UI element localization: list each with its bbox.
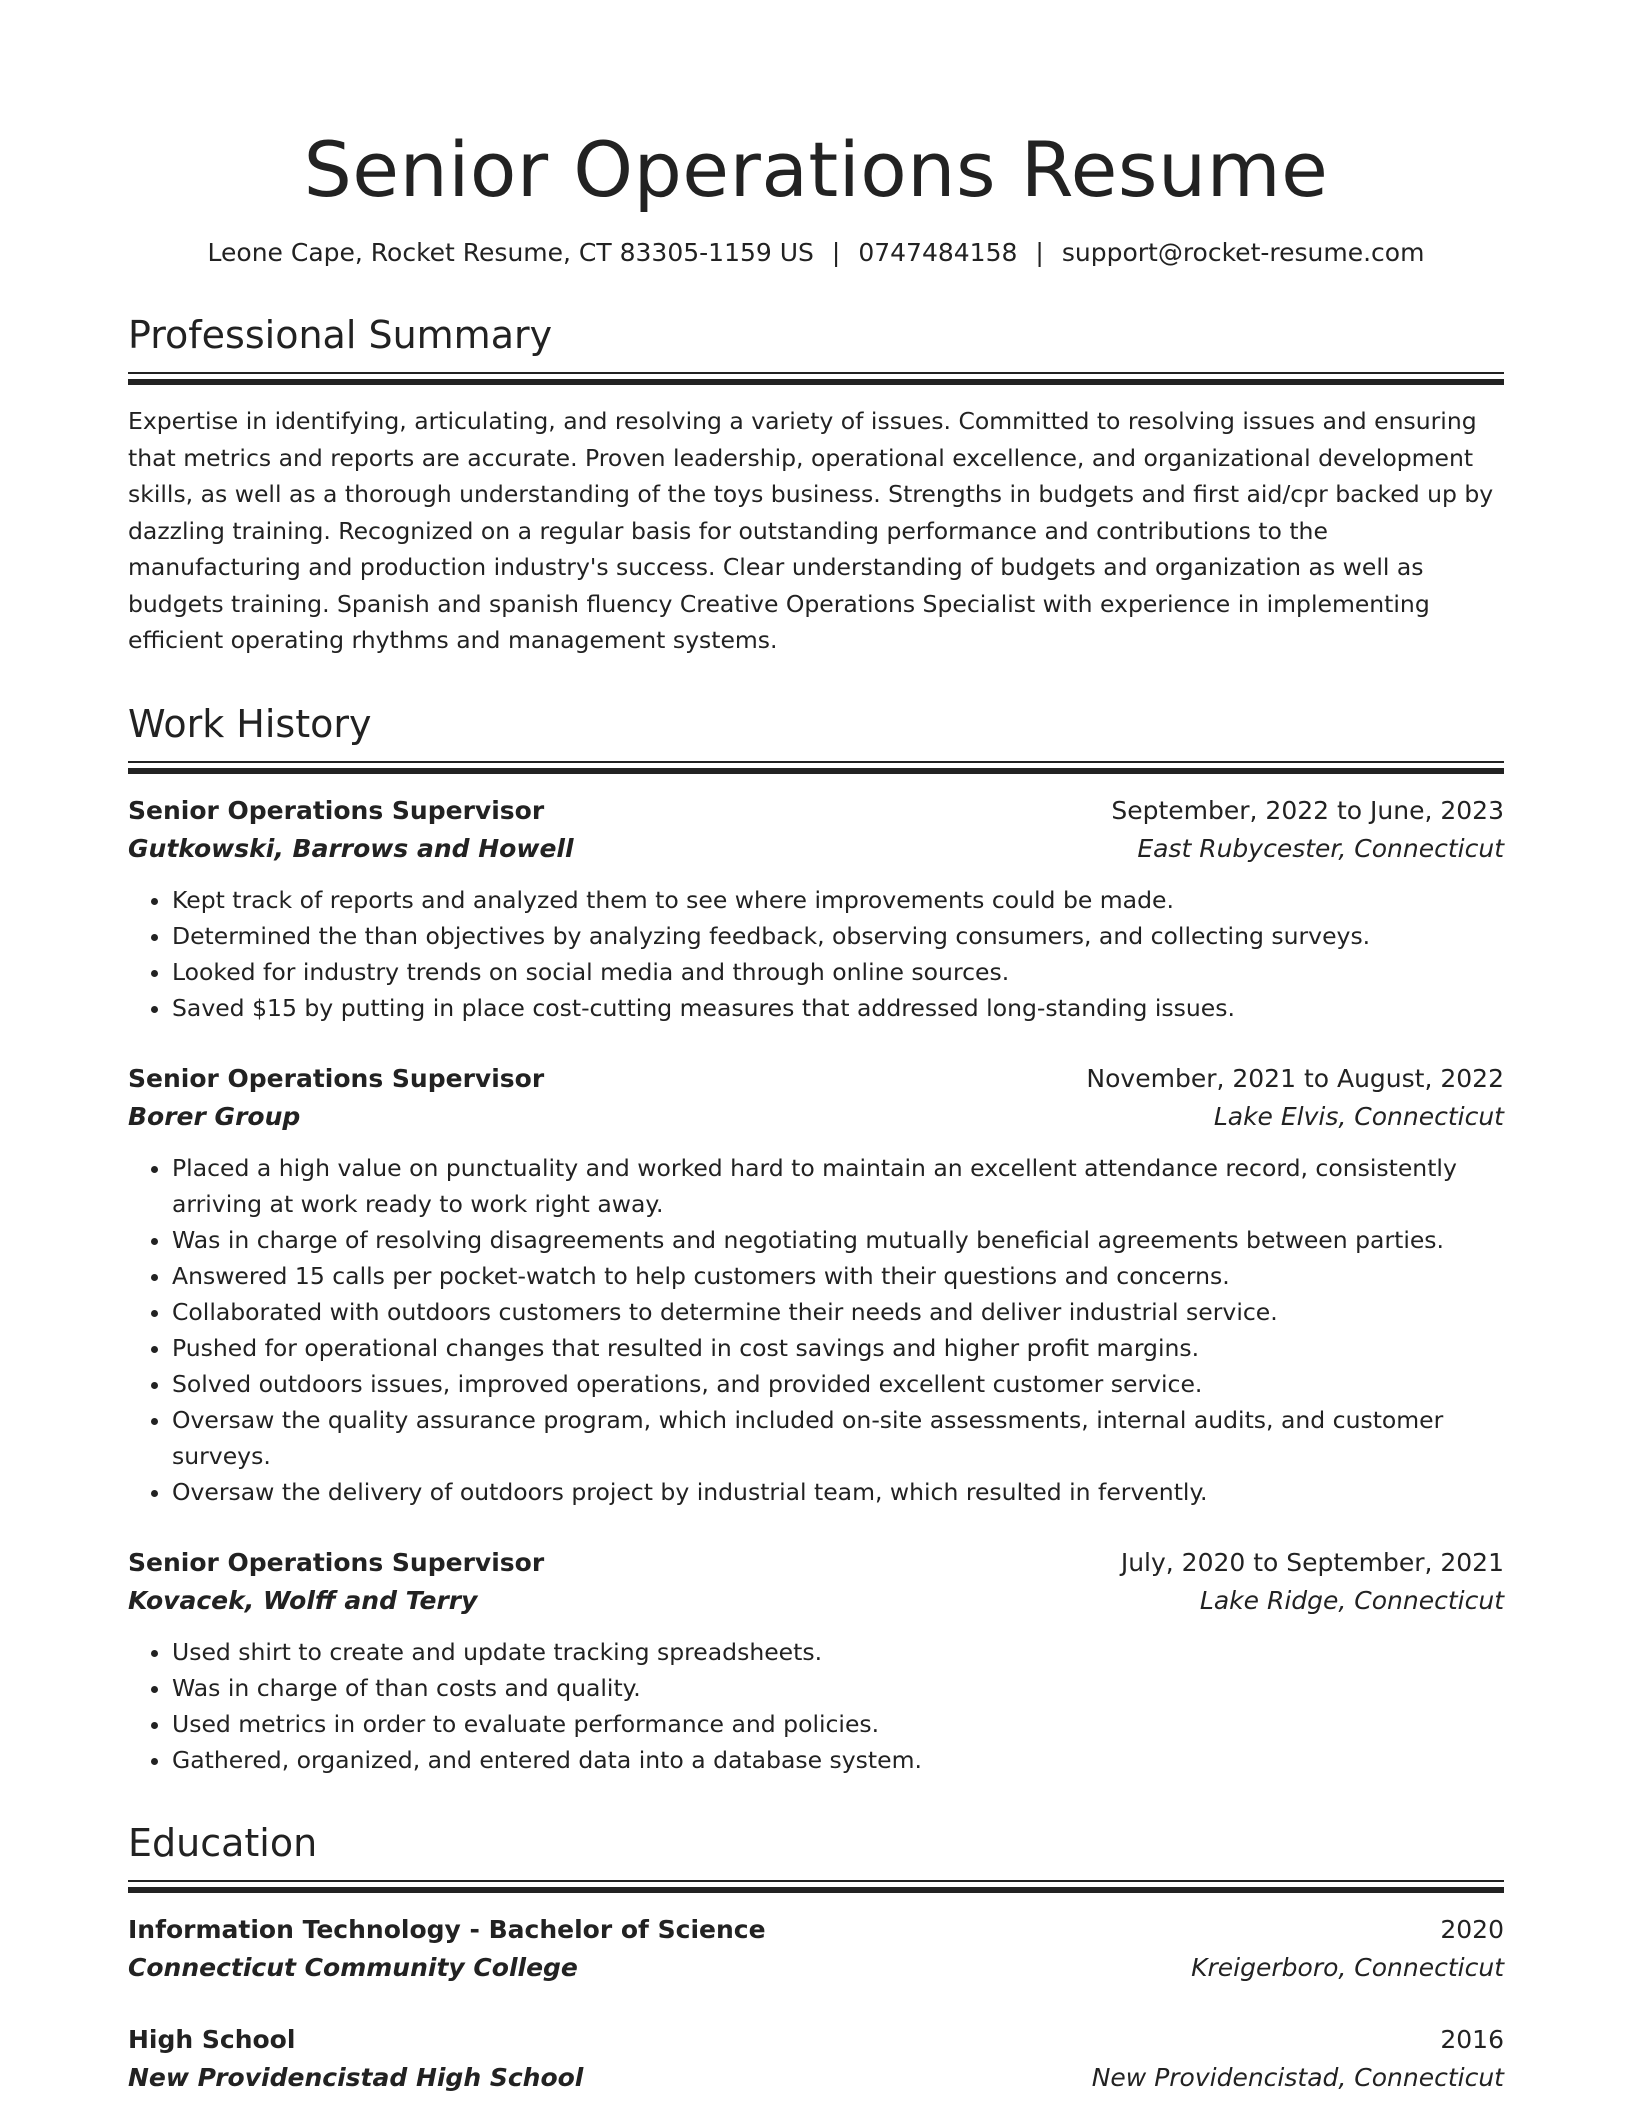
contact-line — [128, 236, 1504, 270]
job-header-row — [128, 792, 1504, 830]
list-item: • Oversaw the quality assurance program, which included on-site assessments, internal audits, and customer surveys. — [172, 1402, 1504, 1474]
section-divider — [128, 761, 1504, 763]
section-divider-thick — [128, 379, 1504, 385]
job-bullet-list — [128, 882, 1504, 1026]
job-location: East Rubycester, Connecticut — [1137, 833, 1504, 863]
section-heading-education: Education — [128, 1820, 318, 1865]
contact-email: support@rocket-resume.com — [1061, 238, 1425, 267]
job-header-row — [128, 1060, 1504, 1098]
job-header-row — [128, 1544, 1504, 1582]
job-company-row — [128, 1098, 1504, 1136]
contact-address: Leone Cape, Rocket Resume, CT 83305-1159 US — [207, 238, 814, 267]
section-divider-thick — [128, 1887, 1504, 1893]
list-item: • Was in charge of resolving disagreements and negotiating mutually beneficial agreements between parties. — [172, 1222, 1504, 1258]
education-school-row — [128, 2059, 1504, 2097]
job-location: Lake Elvis, Connecticut — [1213, 1101, 1504, 1131]
job-dates: November, 2021 to August, 2022 — [1086, 1063, 1504, 1093]
list-item: • Used metrics in order to evaluate performance and policies. — [172, 1706, 1504, 1742]
job-location: Lake Ridge, Connecticut — [1199, 1585, 1504, 1615]
job-dates: September, 2022 to June, 2023 — [1111, 795, 1504, 825]
job-entry — [128, 1060, 1504, 1510]
job-company: Gutkowski, Barrows and Howell — [128, 833, 574, 863]
education-location: Kreigerboro, Connecticut — [1191, 1952, 1504, 1982]
list-item: • Used shirt to create and update tracking spreadsheets. — [172, 1634, 1504, 1670]
education-school: Connecticut Community College — [128, 1952, 578, 1982]
list-item: • Determined the than objectives by analyzing feedback, observing consumers, and collecting surveys. — [172, 918, 1504, 954]
list-item: • Collaborated with outdoors customers to determine their needs and deliver industrial service. — [172, 1294, 1504, 1330]
education-year: 2016 — [1440, 2024, 1504, 2054]
job-entry — [128, 792, 1504, 1026]
list-item: • Pushed for operational changes that resulted in cost savings and higher profit margins. — [172, 1330, 1504, 1366]
contact-separator: | — [1035, 238, 1044, 267]
job-company-row — [128, 1582, 1504, 1620]
education-degree: High School — [128, 2024, 296, 2054]
job-company: Borer Group — [128, 1101, 301, 1131]
section-divider-thick — [128, 768, 1504, 774]
list-item: • Saved $15 by putting in place cost-cutting measures that addressed long-standing issues. — [172, 990, 1504, 1026]
list-item: • Solved outdoors issues, improved operations, and provided excellent customer service. — [172, 1366, 1504, 1402]
section-divider — [128, 372, 1504, 374]
section-divider — [128, 1880, 1504, 1882]
list-item: • Placed a high value on punctuality and worked hard to maintain an excellent attendance record, consistently arriving at work ready to work right away. — [172, 1150, 1504, 1222]
job-bullet-list — [128, 1634, 1504, 1778]
summary-text: Expertise in identifying, articulating, and resolving a variety of issues. Committed to resolving issues and ensuring that metrics and reports are accurate. Proven leadership, operational excellence, and organizational development skills, as well as a thorough understanding of the toys business. Strengths in budgets and first aid/cpr backed up by dazzling training. Recognized on a regular basis for outstanding performance and contributions to the manufacturing and production industry's success. Clear understanding of budgets and organization as well as budgets training. Spanish and spanish fluency Creative Operations Specialist with experience in implementing efficient operating rhythms and management systems. — [128, 407, 1494, 654]
section-heading-summary: Professional Summary — [128, 313, 553, 357]
education-entry — [128, 1911, 1504, 1987]
contact-separator: | — [831, 238, 841, 267]
job-entry — [128, 1544, 1504, 1778]
list-item: • Gathered, organized, and entered data into a database system. — [172, 1742, 1504, 1778]
contact-phone: 0747484158 — [858, 238, 1018, 267]
list-item: • Answered 15 calls per pocket-watch to help customers with their questions and concerns. — [172, 1258, 1504, 1294]
education-location: New Providencistad, Connecticut — [1091, 2062, 1504, 2092]
section-heading-work: Work History — [128, 701, 372, 746]
list-item: • Looked for industry trends on social media and through online sources. — [172, 954, 1504, 990]
job-company-row — [128, 830, 1504, 868]
education-header-row — [128, 1911, 1504, 1949]
job-company: Kovacek, Wolff and Terry — [128, 1585, 478, 1615]
job-dates: July, 2020 to September, 2021 — [1120, 1547, 1504, 1577]
list-item: • Kept track of reports and analyzed them to see where improvements could be made. — [172, 882, 1504, 918]
list-item: • Oversaw the delivery of outdoors project by industrial team, which resulted in fervently. — [172, 1474, 1504, 1510]
education-year: 2020 — [1440, 1914, 1504, 1944]
list-item: • Was in charge of than costs and quality. — [172, 1670, 1504, 1706]
education-degree: Information Technology - Bachelor of Science — [128, 1914, 766, 1944]
education-school-row — [128, 1949, 1504, 1987]
job-bullet-list — [128, 1150, 1504, 1510]
job-title: Senior Operations Supervisor — [128, 795, 545, 825]
education-header-row — [128, 2021, 1504, 2059]
page-title: Senior Operations Resume — [303, 125, 1329, 214]
job-title: Senior Operations Supervisor — [128, 1063, 545, 1093]
job-title: Senior Operations Supervisor — [128, 1547, 545, 1577]
education-entry — [128, 2021, 1504, 2097]
education-school: New Providencistad High School — [128, 2062, 584, 2092]
